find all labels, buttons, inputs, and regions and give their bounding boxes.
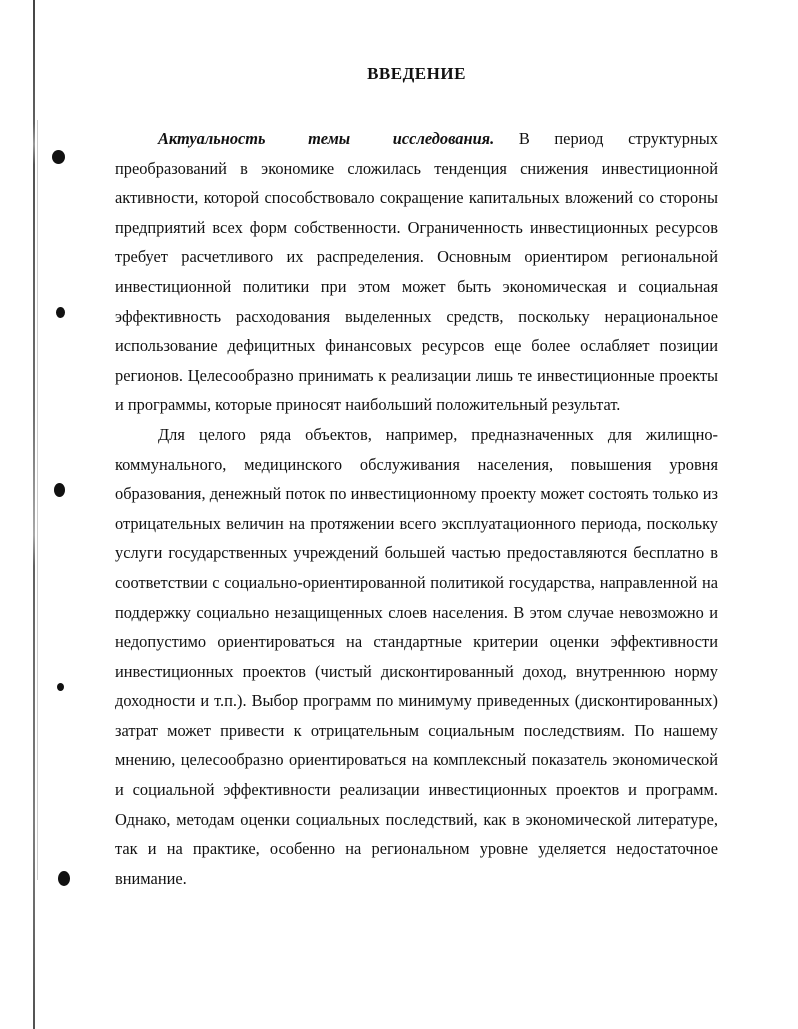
punch-hole-mark xyxy=(58,871,70,886)
document-title: ВВЕДЕНИЕ xyxy=(367,64,466,83)
relevance-text: В период структурных преобразований в экономике сложилась тенденция снижения инвестиционной активности, которой способствовало сокращение капитальных вложений со стороны предприятий всех форм собственности. Ограниченность инвестиционных ресурсов требует расчетливого их распределения. Основным ориентиром региональной инвестиционной политики при этом может быть экономическая и социальная эффективность расходования выделенных средств, поскольку нерациональное использование дефицитных финансовых ресурсов еще более ослабляет позиции регионов. Целесообразно принимать к реализации лишь те инвестиционные проекты и программы, которые приносят наибольший положительный результат. xyxy=(115,129,718,415)
punch-hole-mark xyxy=(54,483,65,497)
punch-hole-mark xyxy=(52,150,65,164)
scan-binding-edge xyxy=(33,0,35,1029)
paragraph-relevance xyxy=(115,124,718,420)
document-page xyxy=(115,60,718,893)
relevance-heading: Актуальность темы исследования. xyxy=(158,129,495,148)
punch-hole-mark xyxy=(57,683,64,691)
punch-hole-mark xyxy=(56,307,65,318)
scan-binding-shadow xyxy=(37,120,38,880)
paragraph-social-objects: Для целого ряда объектов, например, предназначенных для жилищно-коммунального, медицинского обслуживания населения, повышения уровня образования, денежный поток по инвестиционному проекту может состоять только из отрицательных величин на протяжении всего эксплуатационного периода, поскольку услуги государственных учреждений большей частью предоставляются бесплатно в соответствии с социально-ориентированной политикой государства, направленной на поддержку социально незащищенных слоев населения. В этом случае невозможно и недопустимо ориентироваться на стандартные критерии оценки эффективности инвестиционных проектов (чистый дисконтированный доход, внутреннюю норму доходности и т.п.). Выбор программ по минимуму приведенных (дисконтированных) затрат может привести к отрицательным социальным последствиям. По нашему мнению, целесообразно ориентироваться на комплексный показатель экономической и социальной эффективности реализации инвестиционных проектов и программ. Однако, методам оценки социальных последствий, как в экономической литературе, так и на практике, особенно на региональном уровне уделяется недостаточное внимание. xyxy=(115,424,718,888)
